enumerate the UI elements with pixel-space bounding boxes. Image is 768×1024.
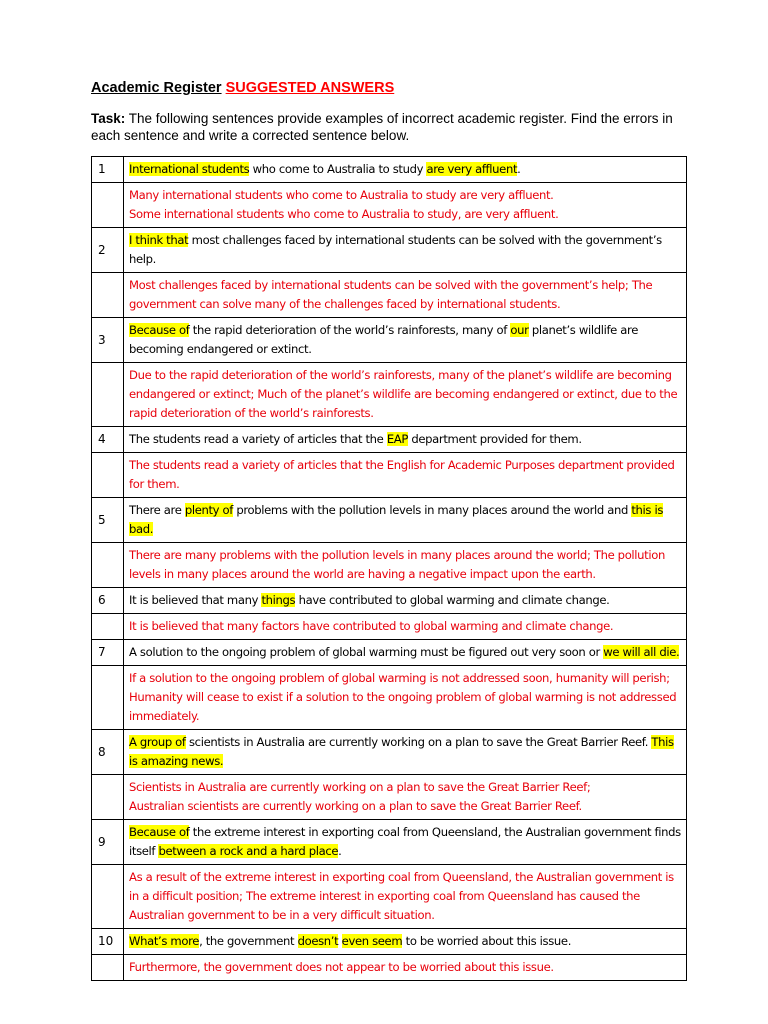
suggested-answer [124, 183, 687, 228]
answer-row [92, 666, 687, 730]
incorrect-sentence [124, 498, 687, 543]
suggested-answer [124, 614, 687, 640]
answer-line: Some international students who come to Australia to study, are very affluent. [129, 207, 559, 221]
highlighted-error: What’s more [129, 934, 200, 948]
highlighted-error: Because of [129, 323, 190, 337]
sentence-text: , the government [199, 934, 298, 948]
suggested-answer [124, 273, 687, 318]
empty-number-cell [92, 666, 124, 730]
sentence-text: The students read a variety of articles that the [129, 432, 387, 446]
empty-number-cell [92, 614, 124, 640]
question-row [92, 498, 687, 543]
sentence-text: planet’s wildlife are becoming endangered or extinct. [129, 323, 638, 356]
answer-line: Many international students who come to Australia to study are very affluent. [129, 188, 554, 202]
sentence-text: A solution to the ongoing problem of global warming must be figured out very soon or [129, 645, 604, 659]
sentence-text: to be worried about this issue. [402, 934, 572, 948]
answer-row [92, 775, 687, 820]
question-row [92, 640, 687, 666]
task-label: Task: [91, 111, 126, 126]
title-suggested-answers: SUGGESTED ANSWERS [225, 80, 395, 96]
question-row [92, 730, 687, 775]
highlighted-error: our [510, 323, 529, 337]
answer-line: It is believed that many factors have contributed to global warming and climate change. [129, 619, 614, 633]
item-number: 6 [92, 588, 124, 614]
suggested-answer [124, 775, 687, 820]
suggested-answer [124, 865, 687, 929]
sentence-text: have contributed to global warming and climate change. [295, 593, 610, 607]
task-instructions [91, 110, 681, 144]
answers-table-body [92, 157, 687, 981]
sentence-text: There are [129, 503, 185, 517]
highlighted-error: A group of [129, 735, 186, 749]
answer-row [92, 614, 687, 640]
highlighted-error: even seem [341, 934, 403, 948]
sentence-text: . [517, 162, 521, 176]
highlighted-error: plenty of [184, 503, 234, 517]
answer-row [92, 865, 687, 929]
answer-row [92, 453, 687, 498]
suggested-answer [124, 543, 687, 588]
answer-line: Due to the rapid deterioration of the world’s rainforests, many of the planet’s wildlife are becoming endangered or extinct; Much of the planet’s wildlife are becoming endangered or extinct, due to the rapid deterioration of the world’s rainforests. [129, 368, 678, 420]
item-number: 8 [92, 730, 124, 775]
answer-line: The students read a variety of articles that the English for Academic Purposes department provided for them. [129, 458, 675, 491]
incorrect-sentence [124, 157, 687, 183]
sentence-text: the rapid deterioration of the world’s rainforests, many of [189, 323, 511, 337]
sentence-text: scientists in Australia are currently working on a plan to save the Great Barrier Reef. [185, 735, 652, 749]
incorrect-sentence [124, 228, 687, 273]
highlighted-error: doesn’t [297, 934, 339, 948]
highlighted-error: things [261, 593, 296, 607]
answer-row [92, 183, 687, 228]
item-number: 7 [92, 640, 124, 666]
highlighted-error: This is amazing news. [129, 735, 674, 768]
question-row [92, 588, 687, 614]
sentence-text: . [338, 844, 342, 858]
item-number: 4 [92, 427, 124, 453]
sentence-text: It is believed that many [129, 593, 262, 607]
title-text: Academic Register [91, 80, 222, 96]
item-number: 9 [92, 820, 124, 865]
suggested-answer [124, 955, 687, 981]
highlighted-error: between a rock and a hard place [158, 844, 339, 858]
document-title [91, 80, 394, 96]
sentence-text: problems with the pollution levels in many places around the world and [233, 503, 632, 517]
empty-number-cell [92, 273, 124, 318]
question-row [92, 157, 687, 183]
sentence-text: most challenges faced by international students can be solved with the government’s help. [129, 233, 662, 266]
question-row [92, 427, 687, 453]
incorrect-sentence [124, 318, 687, 363]
item-number: 10 [92, 929, 124, 955]
item-number: 2 [92, 228, 124, 273]
highlighted-error: International students [129, 162, 250, 176]
highlighted-error: we will all die. [603, 645, 680, 659]
suggested-answer [124, 453, 687, 498]
item-number: 1 [92, 157, 124, 183]
question-row [92, 228, 687, 273]
suggested-answer [124, 666, 687, 730]
sentence-text: who come to Australia to study [249, 162, 427, 176]
incorrect-sentence [124, 929, 687, 955]
incorrect-sentence [124, 640, 687, 666]
answer-line: Scientists in Australia are currently working on a plan to save the Great Barrier Reef; [129, 780, 591, 794]
answer-line: As a result of the extreme interest in exporting coal from Queensland, the Australian government is in a difficult position; The extreme interest in exporting coal from Queensland has caused the Australian government to be in a very difficult situation. [129, 870, 674, 922]
highlighted-error: are very affluent [426, 162, 518, 176]
highlighted-error: this is bad. [129, 503, 664, 536]
answer-line: Furthermore, the government does not appear to be worried about this issue. [129, 960, 554, 974]
answers-table [91, 156, 687, 981]
highlighted-error: I think that [129, 233, 189, 247]
answer-line: Australian scientists are currently working on a plan to save the Great Barrier Reef. [129, 799, 582, 813]
incorrect-sentence [124, 588, 687, 614]
suggested-answer [124, 363, 687, 427]
question-row [92, 318, 687, 363]
answer-row [92, 363, 687, 427]
sentence-text: department provided for them. [408, 432, 582, 446]
empty-number-cell [92, 183, 124, 228]
answer-row [92, 955, 687, 981]
task-text: The following sentences provide examples of incorrect academic register. Find the errors in each sentence and write a corrected sentence below. [91, 111, 673, 143]
highlighted-error: Because of [129, 825, 190, 839]
question-row [92, 820, 687, 865]
answer-line: If a solution to the ongoing problem of global warming is not addressed soon, humanity will perish; Humanity will cease to exist if a solution to the ongoing problem of global warming is not addressed immediately. [129, 671, 677, 723]
empty-number-cell [92, 543, 124, 588]
highlighted-error: EAP [386, 432, 409, 446]
empty-number-cell [92, 955, 124, 981]
answer-row [92, 273, 687, 318]
sentence-text: the extreme interest in exporting coal from Queensland, the Australian government finds itself [129, 825, 681, 858]
answer-line: Most challenges faced by international students can be solved with the government’s help; The government can solve many of the challenges faced by international students. [129, 278, 653, 311]
item-number: 5 [92, 498, 124, 543]
incorrect-sentence [124, 730, 687, 775]
question-row [92, 929, 687, 955]
answer-row [92, 543, 687, 588]
incorrect-sentence [124, 427, 687, 453]
empty-number-cell [92, 363, 124, 427]
empty-number-cell [92, 775, 124, 820]
empty-number-cell [92, 453, 124, 498]
empty-number-cell [92, 865, 124, 929]
answer-line: There are many problems with the pollution levels in many places around the world; The pollution levels in many places around the world are having a negative impact upon the earth. [129, 548, 665, 581]
item-number: 3 [92, 318, 124, 363]
incorrect-sentence [124, 820, 687, 865]
